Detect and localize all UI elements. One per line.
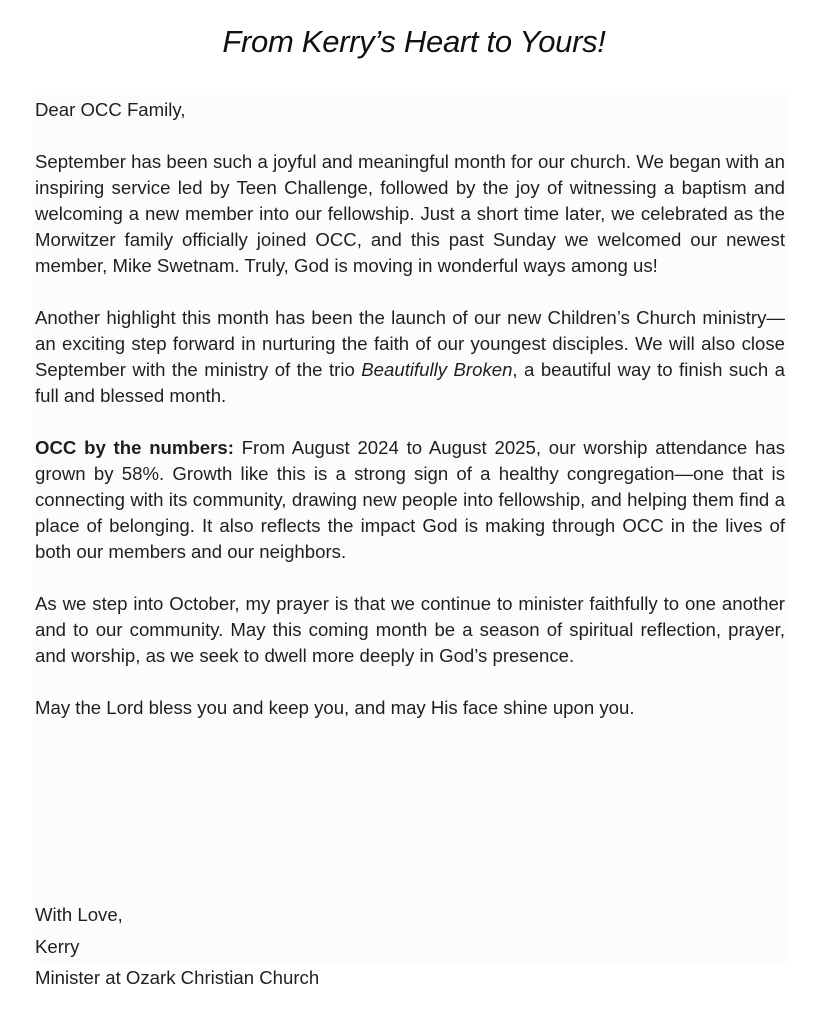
letter-title: From Kerry’s Heart to Yours!: [222, 24, 606, 59]
numbers-heading: OCC by the numbers:: [35, 437, 234, 458]
numbers-text: From August 2024 to August 2025, our worship attendance has grown by 58%. Growth like this is a strong sign of a healthy congregation—one that is connecting with its community, drawing new people into fellowship, and helping them find a place of belonging. It also reflects the impact God is making through OCC in the lives of both our members and our neighbors.: [35, 437, 785, 562]
trio-name: Beautifully Broken: [361, 359, 513, 380]
letter-body: [35, 97, 785, 747]
blessing: May the Lord bless you and keep you, and may His face shine upon you.: [35, 697, 635, 718]
paragraph-highlight-text: Another highlight this month has been the launch of our new Children’s Church ministry—an exciting step forward in nurturing the faith of our youngest disciples. We will also close September with the ministry of the trio: [35, 307, 785, 380]
greeting: Dear OCC Family,: [35, 99, 186, 120]
signature-title: Minister at Ozark Christian Church: [35, 967, 320, 988]
closing: With Love,: [35, 904, 123, 925]
paragraph-october: As we step into October, my prayer is that we continue to minister faithfully to one another and to our community. May this coming month be a season of spiritual reflection, prayer, and worship, as we seek to dwell more deeply in God’s presence.: [35, 593, 785, 666]
paragraph-numbers: [35, 435, 785, 565]
paragraph-september: September has been such a joyful and meaningful month for our church. We began with an inspiring service led by Teen Challenge, followed by the joy of witnessing a baptism and welcoming a new member into our fellowship. Just a short time later, we celebrated as the Morwitzer family officially joined OCC, and this past Sunday we welcomed our newest member, Mike Swetnam. Truly, God is moving in wonderful ways among us!: [35, 151, 785, 276]
signature-name: Kerry: [35, 935, 80, 957]
signature-block: [35, 899, 319, 994]
paragraph-highlight-text-end: , a beautiful way to finish such a full and blessed month.: [35, 359, 785, 406]
paragraph-highlight: [35, 305, 785, 409]
